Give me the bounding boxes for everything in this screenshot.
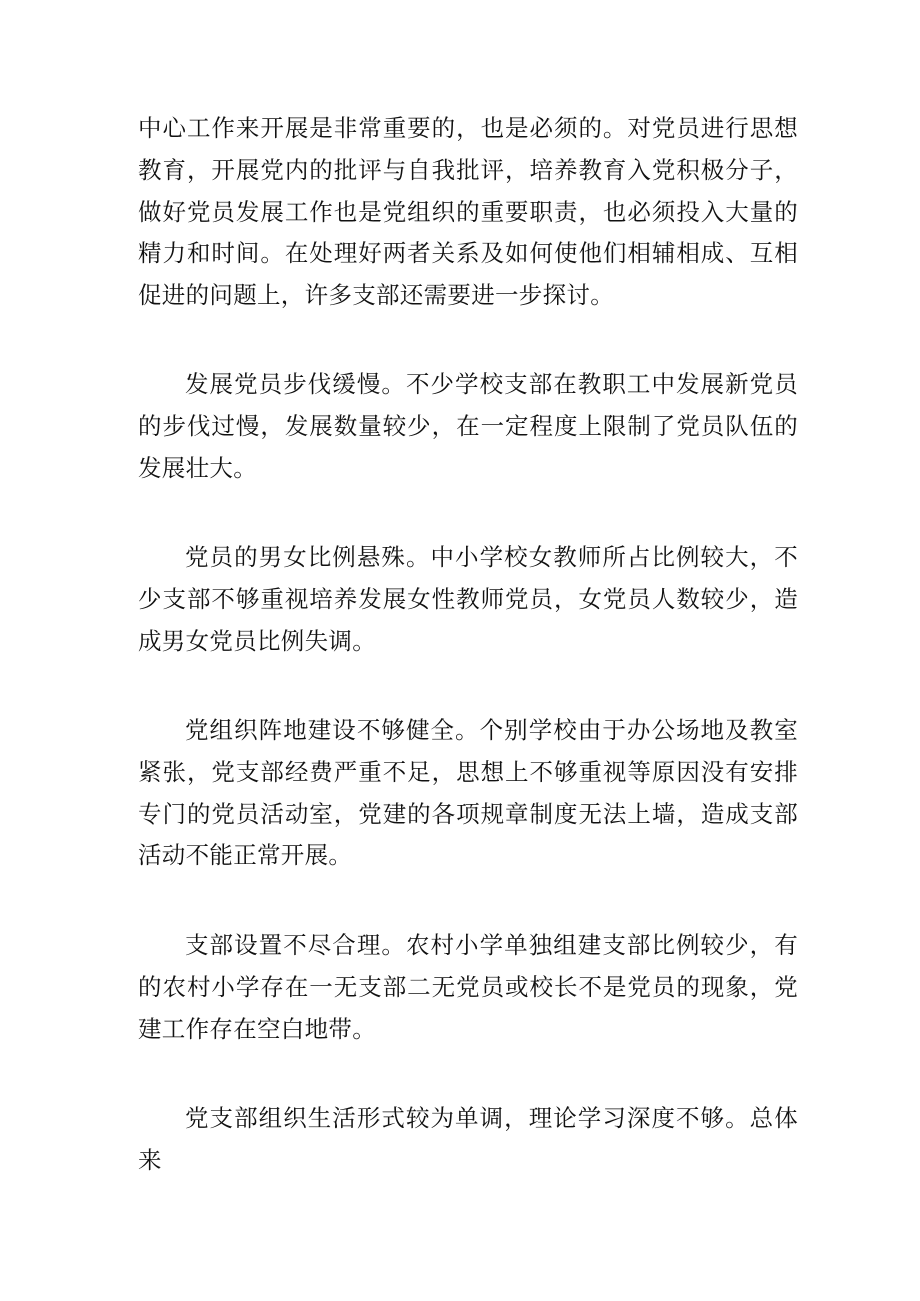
paragraph-branch-setup: 支部设置不尽合理。农村小学单独组建支部比例较少，有的农村小学存在一无支部二无党员或校长不是党员的现象，党建工作存在空白地带。 bbox=[138, 931, 798, 1043]
paragraph-organizational-life: 党支部组织生活形式较为单调，理论学习深度不够。总体来 bbox=[138, 1104, 798, 1174]
paragraph-facilities: 党组织阵地建设不够健全。个别学校由于办公场地及教室紧张，党支部经费严重不足，思想上不够重视等原因没有安排专门的党员活动室，党建的各项规章制度无法上墙，造成支部活动不能正常开展。 bbox=[138, 716, 798, 870]
paragraph-gender-ratio: 党员的男女比例悬殊。中小学校女教师所占比例较大，不少支部不够重视培养发展女性教师党员，女党员人数较少，造成男女党员比例失调。 bbox=[138, 543, 798, 655]
paragraph-continuation: 中心工作来开展是非常重要的，也是必须的。对党员进行思想教育，开展党内的批评与自我批评，培养教育入党积极分子，做好党员发展工作也是党组织的重要职责，也必须投入大量的精力和时间。在处理好两者关系及如何使他们相辅相成、互相促进的问题上，许多支部还需要进一步探讨。 bbox=[138, 114, 798, 310]
paragraph-party-development: 发展党员步伐缓慢。不少学校支部在教职工中发展新党员的步伐过慢，发展数量较少，在一定程度上限制了党员队伍的发展壮大。 bbox=[138, 370, 798, 482]
